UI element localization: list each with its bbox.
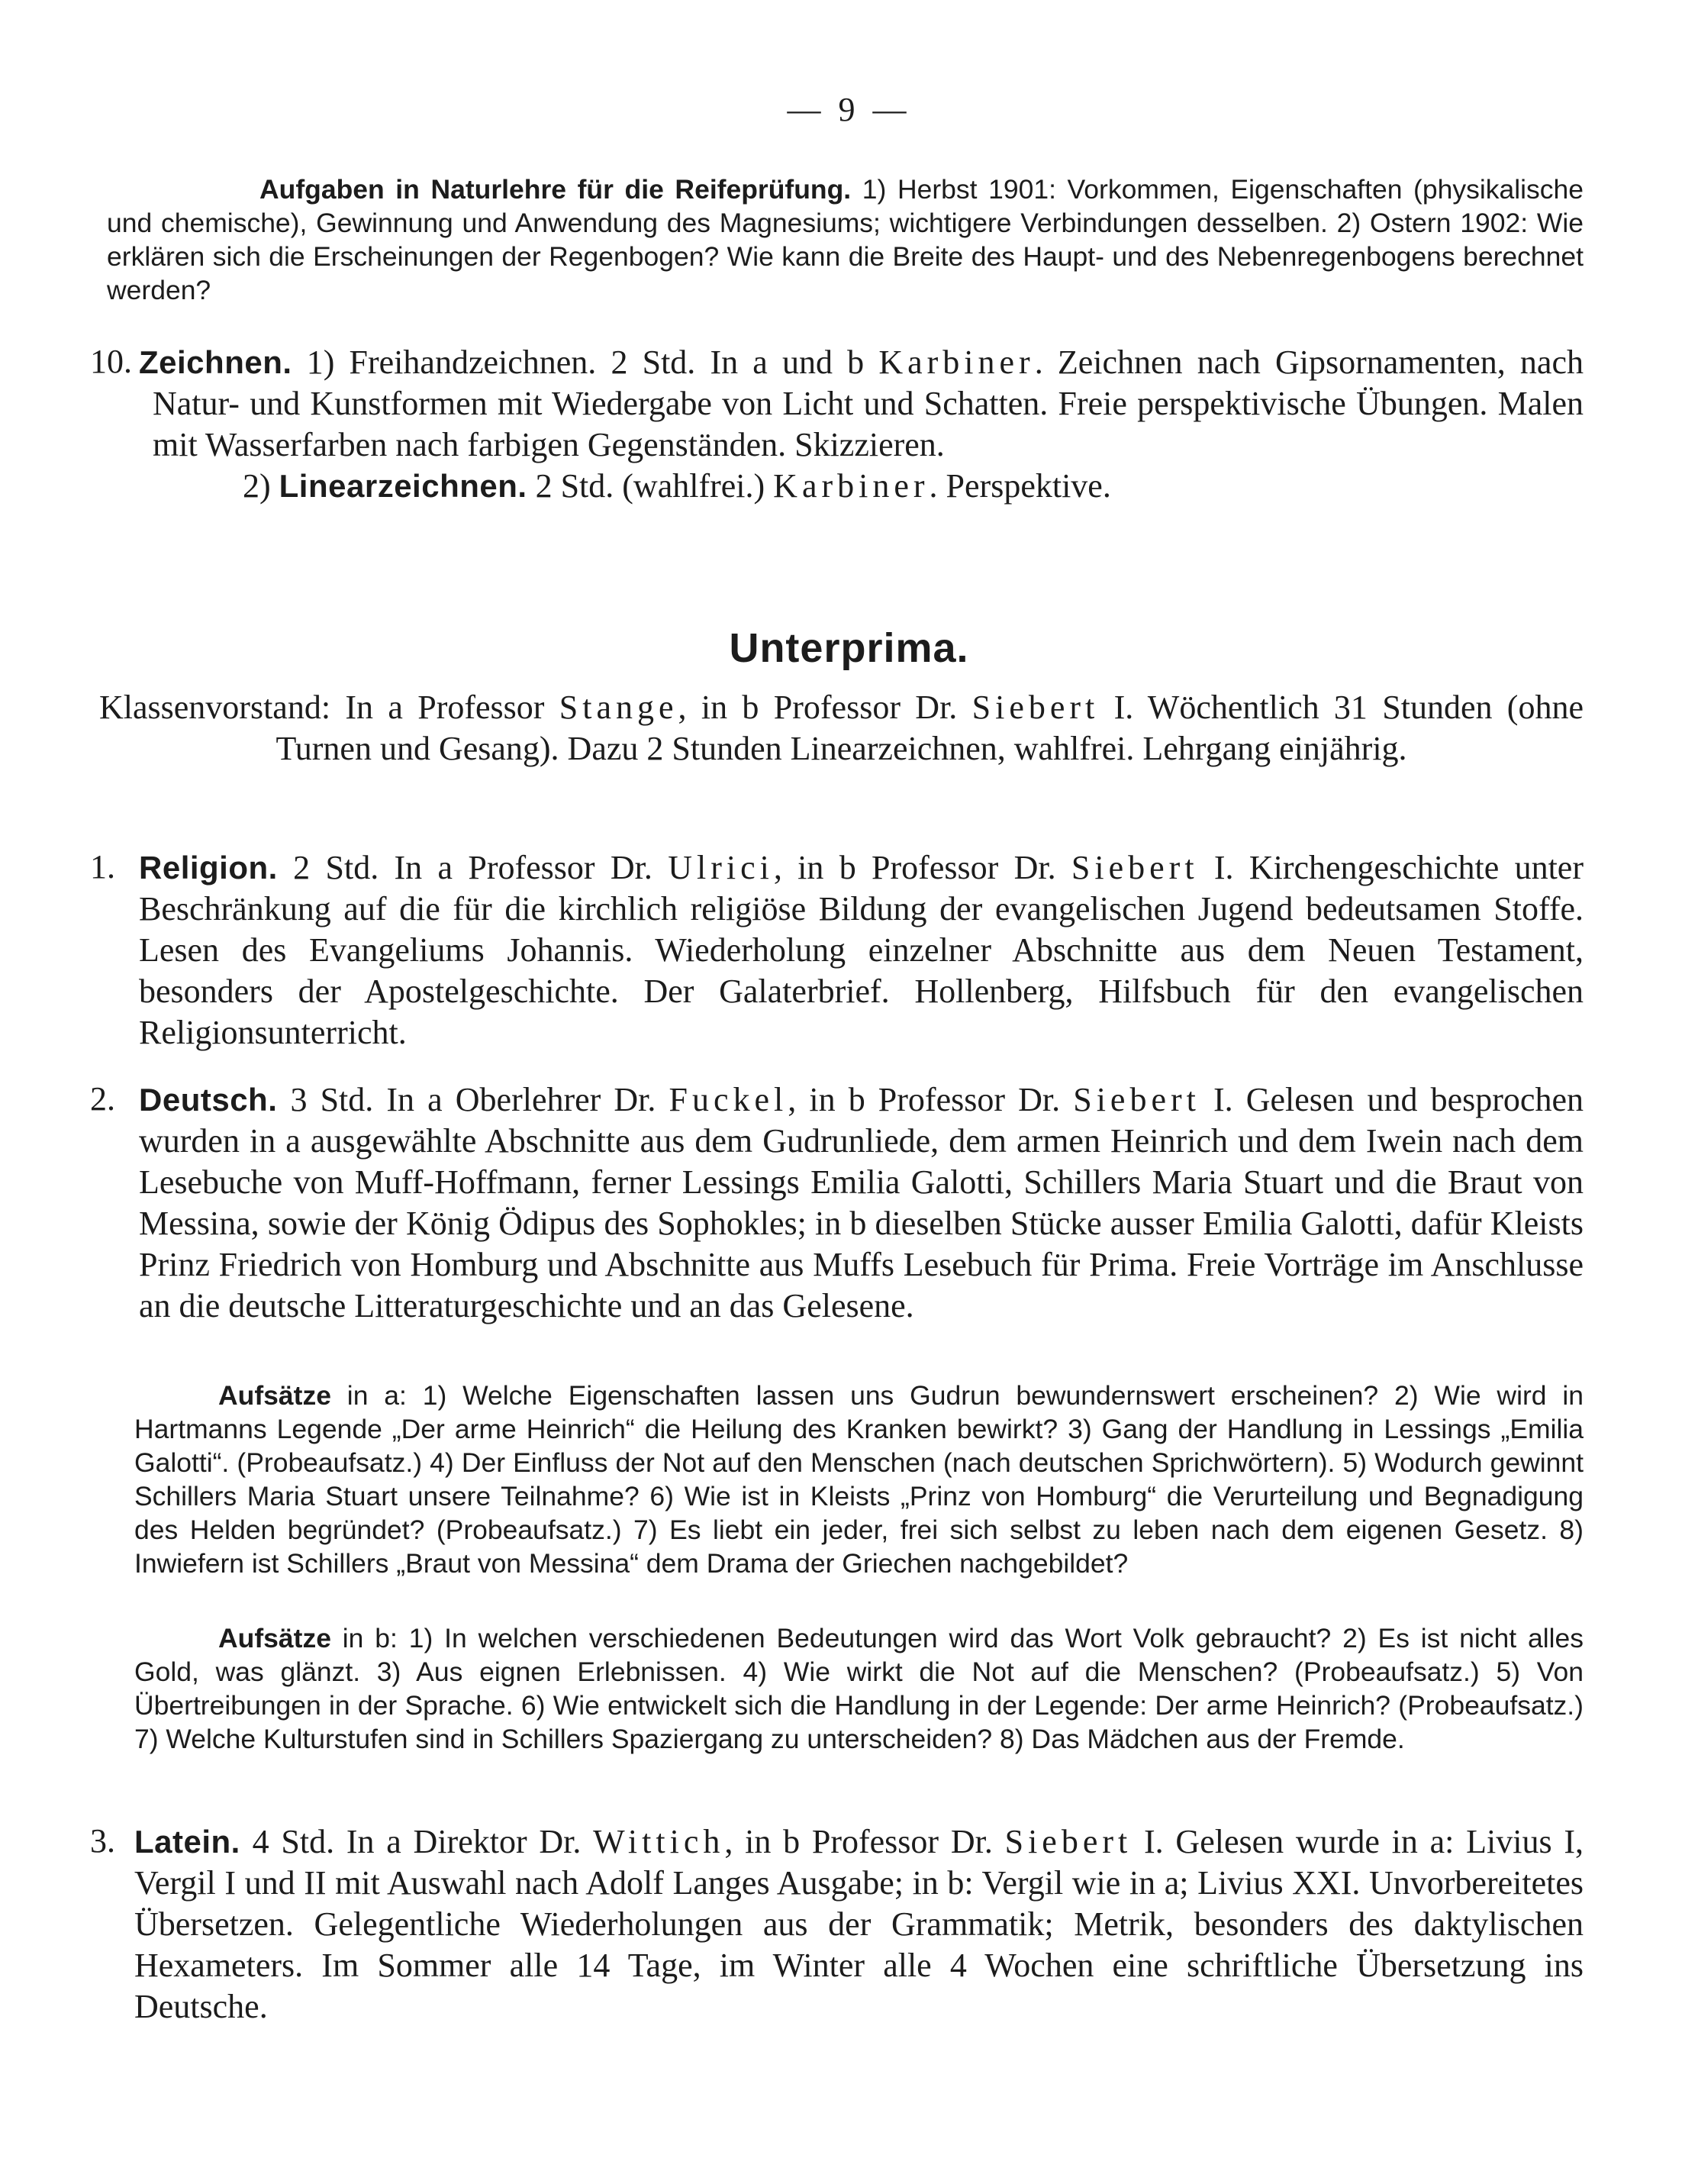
religion-text-b: , in b Professor Dr. [773, 849, 1071, 886]
aufsaetze-a-label: Aufsätze [218, 1380, 331, 1411]
aufsaetze-a-paragraph [134, 1379, 1584, 1580]
latein-paragraph [134, 1821, 1584, 2028]
deutsch-text-a: 3 Std. In a Oberlehrer Dr. [277, 1081, 669, 1118]
latein-title: Latein. [134, 1824, 240, 1860]
deutsch-text-b: , in b Professor Dr. [788, 1081, 1074, 1118]
deutsch-number: 2. [90, 1080, 115, 1118]
zeichnen-title: Zeichnen. [139, 344, 292, 380]
religion-number: 1. [90, 848, 115, 886]
unterprima-intro [99, 687, 1584, 769]
linearzeichnen-number: 2) [243, 467, 279, 505]
zeichnen-teacher: Karbiner [878, 344, 1035, 381]
deutsch-teacher-fuckel: Fuckel [669, 1081, 788, 1118]
linearzeichnen-line [243, 466, 1584, 507]
linearzeichnen-end: . Perspektive. [929, 467, 1111, 505]
linearzeichnen-text: 2 Std. (wahlfrei.) [527, 467, 774, 505]
latein-text-b: , in b Professor Dr. [724, 1823, 1005, 1860]
zeichnen-text-b: . Zeichnen nach Gipsornamenten, nach Natur- und Kunstformen mit Wiedergabe von Licht und Schatten. Freie perspektivische Übungen. Malen mit Wasserfarben nach farbigen Gegenständen. Skizzieren. [153, 344, 1584, 463]
latein-text-a: 4 Std. In a Direktor Dr. [240, 1823, 594, 1860]
unterprima-intro-c: I. Wöchentlich 31 Stunden (ohne Turnen und Gesang). Dazu 2 Stunden Linearzeichnen, wahlfrei. Lehrgang einjährig. [275, 689, 1584, 767]
deutsch-paragraph [139, 1079, 1584, 1327]
reifepruefung-title: Aufgaben in Naturlehre für die Reifeprüfung. [259, 174, 852, 205]
latein-teacher-siebert: Siebert [1004, 1823, 1133, 1860]
deutsch-teacher-siebert: Siebert [1073, 1081, 1200, 1118]
religion-teacher-ulrici: Ulrici [668, 849, 774, 886]
section-heading-unterprima: Unterprima. [729, 625, 969, 671]
deutsch-title: Deutsch. [139, 1082, 278, 1118]
reifepruefung-text: 1) Herbst 1901: Vorkommen, Eigenschaften (physikalische und chemische), Gewinnung und Anwendung des Magnesiums; wichtigere Verbindungen desselben. 2) Ostern 1902: Wie erklären sich die Erscheinungen der Regenbogen? Wie kann die Breite des Haupt- und des Nebenregenbogens berechnet werden? [107, 174, 1584, 305]
unterprima-intro-a: Klassenvorstand: In a Professor [99, 689, 559, 726]
zeichnen-paragraph [139, 342, 1584, 466]
unterprima-intro-b: , in b Professor Dr. [678, 689, 972, 726]
religion-teacher-siebert: Siebert [1071, 849, 1199, 886]
unterprima-teacher-siebert: Siebert [971, 689, 1100, 726]
reifepruefung-paragraph [107, 173, 1584, 307]
aufsaetze-b-label: Aufsätze [218, 1623, 331, 1653]
latein-number: 3. [90, 1822, 115, 1860]
latein-text-c: I. Gelesen wurde in a: Livius I, Vergil I und II mit Auswahl nach Adolf Langes Ausgabe; in b: Vergil wie in a; Livius XXI. Unvorbereitetes Übersetzen. Gelegentliche Wiederholungen aus der Grammatik; Metrik, besonders des daktylischen Hexameters. Im Sommer alle 14 Tage, im Winter alle 4 Wochen eine schriftliche Übersetzung ins Deutsche. [134, 1823, 1584, 2025]
aufsaetze-a-text: in a: 1) Welche Eigenschaften lassen uns Gudrun bewundernswert erscheinen? 2) Wie wird in Hartmanns Legende „Der arme Heinrich“ die Heilung des Kranken bewirkt? 3) Gang der Handlung in Lessings „Emilia Galotti“. (Probeaufsatz.) 4) Der Einfluss der Not auf den Menschen (nach deutschen Sprichwörtern). 5) Wodurch gewinnt Schillers Maria Stuart unsere Teilnahme? 6) Wie ist in Kleists „Prinz von Homburg“ die Verurteilung und Begnadigung des Helden begründet? (Probeaufsatz.) 7) Es liebt ein jeder, frei sich selbst zu leben nach dem eigenen Gesetz. 8) Inwiefern ist Schillers „Braut von Messina“ dem Drama der Griechen nachgebildet? [134, 1380, 1584, 1579]
religion-title: Religion. [139, 850, 278, 886]
aufsaetze-b-text: in b: 1) In welchen verschiedenen Bedeutungen wird das Wort Volk gebraucht? 2) Es ist nicht alles Gold, was glänzt. 3) Aus eignen Erlebnissen. 4) Wie wirkt die Not auf die Menschen? (Probeaufsatz.) 5) Von Übertreibungen in der Sprache. 6) Wie entwickelt sich die Handlung in der Legende: Der arme Heinrich? (Probeaufsatz.) 7) Welche Kulturstufen sind in Schillers Spaziergang zu unterscheiden? 8) Das Mädchen aus der Fremde. [134, 1623, 1584, 1754]
religion-text-c: I. Kirchengeschichte unter Beschränkung auf die für die kirchlich religiöse Bildung der evangelischen Jugend bedeutsamen Stoffe. Lesen des Evangeliums Johannis. Wiederholung einzelner Abschnitte aus dem Neuen Testament, besonders der Apostelgeschichte. Der Galaterbrief. Hollenberg, Hilfsbuch für den evangelischen Religionsunterricht. [139, 849, 1584, 1051]
zeichnen-text-a: 1) Freihandzeichnen. 2 Std. In a und b [292, 344, 879, 381]
zeichnen-number: 10. [90, 343, 132, 380]
religion-text-a: 2 Std. In a Professor Dr. [277, 849, 669, 886]
unterprima-teacher-stange: Stange [559, 689, 678, 726]
aufsaetze-b-paragraph [134, 1621, 1584, 1756]
page-number: — 9 — [787, 91, 911, 128]
latein-teacher-wittich: Wittich [593, 1823, 725, 1860]
linearzeichnen-teacher: Karbiner [773, 467, 930, 505]
religion-paragraph [139, 847, 1584, 1053]
linearzeichnen-title: Linearzeichnen. [279, 468, 527, 504]
deutsch-text-c: I. Gelesen und besprochen wurden in a ausgewählte Abschnitte aus dem Gudrunliede, dem armen Heinrich und dem Iwein nach dem Lesebuche von Muff-Hoffmann, ferner Lessings Emilia Galotti, Schillers Maria Stuart und die Braut von Messina, sowie der König Ödipus des Sophokles; in b dieselben Stücke ausser Emilia Galotti, dafür Kleists Prinz Friedrich von Homburg und Abschnitte aus Muffs Lesebuch für Prima. Freie Vorträge im Anschlusse an die deutsche Litteraturgeschichte und an das Gelesene. [139, 1081, 1584, 1324]
